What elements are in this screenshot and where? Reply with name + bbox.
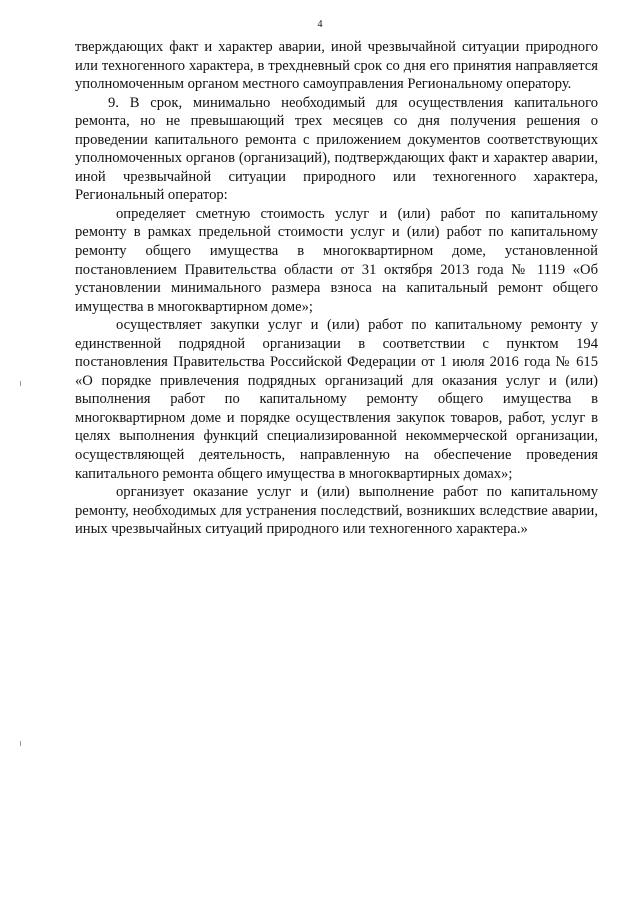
paragraph-item-9: 9. В срок, минимально необходимый для осуществления капитального ремонта, но не превышающий трех месяцев со дня получения решения о проведении капитального ремонта с приложением документов соответствующих уполномоченных органов (организаций), подтверждающих факт и характер аварии, иной чрезвычайной ситуации природного или техногенного характера, Региональный оператор:	[75, 94, 598, 204]
paragraph-procurement: осуществляет закупки услуг и (или) работ по капитальному ремонту у единственной подрядной организации в соответствии с пунктом 194 постановления Правительства Российской Федерации от 1 июля 2016 года № 615 «О порядке привлечения подрядных организаций для оказания услуг и (или) выполнения работ по капитальному ремонту общего имущества в многоквартирном доме и порядке осуществления закупок товаров, работ, услуг в целях выполнения функций специализированной некоммерческой организации, осуществляющей деятельность, направленную на обеспечение проведения капитального ремонта общего имущества в многоквартирных домах»;	[75, 317, 598, 482]
margin-scan-mark	[20, 741, 21, 746]
paragraph-organizes-work: организует оказание услуг и (или) выполнение работ по капитальному ремонту, необходимых для устранения последствий, возникших вследствие аварии, иных чрезвычайных ситуаций природного или техногенного характера.»	[75, 484, 598, 538]
page-number: 4	[317, 19, 323, 30]
paragraph-continuation: тверждающих факт и характер аварии, иной чрезвычайной ситуации природного или техногенного характера, в трехдневный срок со дня его принятия направляется уполномоченным органом местного самоуправления Региональному оператору.	[75, 39, 598, 93]
document-body	[75, 38, 598, 539]
paragraph-estimate-cost: определяет сметную стоимость услуг и (или) работ по капитальному ремонту в рамках предельной стоимости услуг и (или) работ по капитальному ремонту общего имущества в многоквартирном доме, установленной постановлением Правительства области от 31 октября 2013 года № 1119 «Об установлении минимального размера взноса на капитальный ремонт общего имущества в многоквартирном доме»;	[75, 205, 598, 315]
margin-scan-mark	[20, 381, 21, 386]
